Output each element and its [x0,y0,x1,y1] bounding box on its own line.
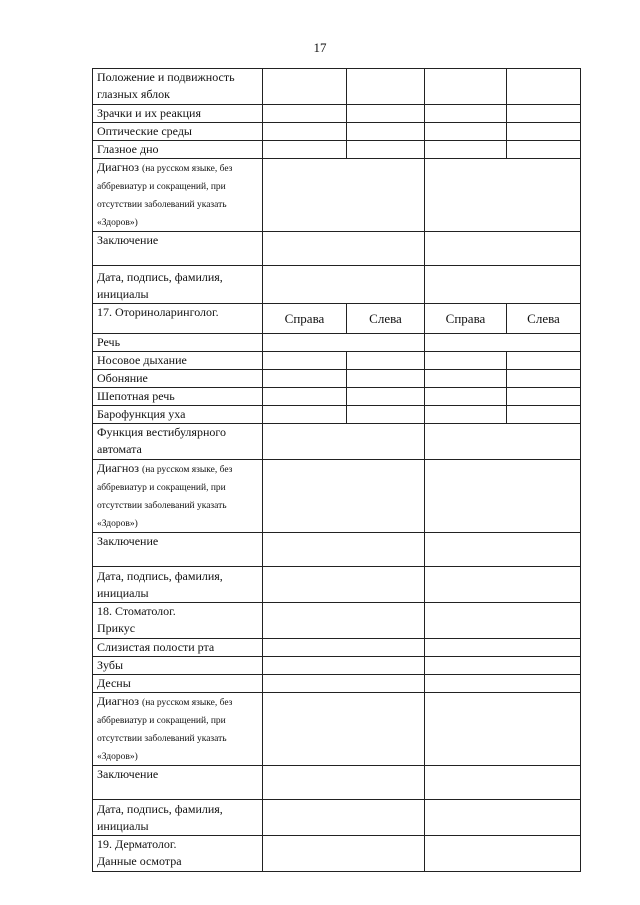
table-row [93,406,581,424]
page-number: 17 [313,40,327,55]
cell[interactable] [425,334,581,352]
cell[interactable] [263,406,347,424]
table-row [93,766,581,800]
cell[interactable] [507,123,581,141]
cell[interactable] [263,675,425,693]
cell-right-eye-1[interactable] [263,69,347,105]
row-label-bite: Прикус [97,621,136,635]
cell[interactable] [425,657,581,675]
row-label-diagnosis-dentist [93,693,263,766]
cell[interactable] [425,603,581,639]
signature-cell-left[interactable] [263,266,425,304]
cell[interactable] [347,141,425,159]
cell[interactable] [425,836,581,872]
diagnosis-cell-right[interactable] [425,693,581,766]
table-row [93,800,581,836]
cell[interactable] [425,123,507,141]
table-row [93,693,581,766]
row-label-eye-position: Положение и подвижность глазных яблок [93,69,263,105]
diagnosis-cell-right[interactable] [425,460,581,533]
cell[interactable] [263,603,425,639]
signature-cell-left[interactable] [263,567,425,603]
cell-left-eye-2[interactable] [507,69,581,105]
section-title-dermatologist [93,836,263,872]
header-right-1: Справа [263,304,347,334]
table-row [93,304,581,334]
row-label-examination-data: Данные осмотра [97,854,182,868]
row-label-signature: Дата, подпись, фамилия, инициалы [93,266,263,304]
row-label-whisper-speech: Шепотная речь [93,388,263,406]
section-title-ent: 17. Оториноларинголог. [93,304,263,334]
cell[interactable] [425,406,507,424]
diagnosis-label: Диагноз [97,160,140,174]
table-row [93,567,581,603]
row-label-optical-media: Оптические среды [93,123,263,141]
row-label-diagnosis [93,159,263,232]
cell[interactable] [263,123,347,141]
table-row [93,836,581,872]
cell[interactable] [263,424,425,460]
cell[interactable] [263,388,347,406]
conclusion-cell-left[interactable] [263,766,425,800]
table-row [93,123,581,141]
cell[interactable] [263,657,425,675]
table-row [93,232,581,266]
cell[interactable] [263,836,425,872]
cell[interactable] [263,334,425,352]
cell[interactable] [425,141,507,159]
table-row [93,266,581,304]
diagnosis-cell-left[interactable] [263,693,425,766]
table-row [93,370,581,388]
table-row [93,105,581,123]
cell[interactable] [263,141,347,159]
table-row [93,657,581,675]
header-left-1: Слева [347,304,425,334]
signature-cell-right[interactable] [425,567,581,603]
cell[interactable] [507,406,581,424]
row-label-signature-dentist: Дата, подпись, фамилия, инициалы [93,800,263,836]
cell[interactable] [425,675,581,693]
table-row [93,388,581,406]
header-right-2: Справа [425,304,507,334]
diagnosis-cell-right[interactable] [425,159,581,232]
cell[interactable] [347,388,425,406]
cell[interactable] [425,388,507,406]
row-label-oral-mucosa: Слизистая полости рта [93,639,263,657]
conclusion-cell-left[interactable] [263,533,425,567]
table-row [93,460,581,533]
row-label-teeth: Зубы [93,657,263,675]
diagnosis-note: (на русском языке, без аббревиатур и сокращений, при отсутствии заболеваний указать «Здоров») [97,465,233,529]
row-label-fundus: Глазное дно [93,141,263,159]
diagnosis-note: (на русском языке, без аббревиатур и сокращений, при отсутствии заболеваний указать «Здоров») [97,164,233,228]
cell[interactable] [347,406,425,424]
table-row [93,334,581,352]
cell[interactable] [507,388,581,406]
cell[interactable] [263,370,347,388]
cell[interactable] [507,105,581,123]
cell[interactable] [347,123,425,141]
cell-right-eye-2[interactable] [425,69,507,105]
signature-cell-right[interactable] [425,800,581,836]
conclusion-cell-left[interactable] [263,232,425,266]
row-label-vestibular: Функция вестибулярного автомата [93,424,263,460]
medical-exam-table [92,68,581,872]
table-row [93,141,581,159]
table-row [93,603,581,639]
conclusion-cell-right[interactable] [425,533,581,567]
dermatologist-title: 19. Дерматолог. [97,837,177,851]
signature-cell-right[interactable] [425,266,581,304]
conclusion-cell-right[interactable] [425,766,581,800]
table-row [93,159,581,232]
row-label-barofunction: Барофункция уха [93,406,263,424]
diagnosis-label: Диагноз [97,694,140,708]
cell[interactable] [263,639,425,657]
table-row [93,533,581,567]
cell[interactable] [507,370,581,388]
row-label-nasal-breathing: Носовое дыхание [93,352,263,370]
cell[interactable] [263,352,347,370]
row-label-signature-ent: Дата, подпись, фамилия, инициалы [93,567,263,603]
cell-left-eye-1[interactable] [347,69,425,105]
cell[interactable] [507,352,581,370]
cell[interactable] [507,141,581,159]
diagnosis-label: Диагноз [97,461,140,475]
diagnosis-note: (на русском языке, без аббревиатур и сокращений, при отсутствии заболеваний указать «Здоров») [97,698,233,762]
row-label-gums: Десны [93,675,263,693]
cell[interactable] [347,370,425,388]
cell[interactable] [425,370,507,388]
header-left-2: Слева [507,304,581,334]
diagnosis-cell-left[interactable] [263,159,425,232]
row-label-speech: Речь [93,334,263,352]
cell[interactable] [425,105,507,123]
dentist-title: 18. Стоматолог. [97,604,176,618]
conclusion-cell-right[interactable] [425,232,581,266]
cell[interactable] [425,352,507,370]
table-row [93,352,581,370]
section-title-dentist [93,603,263,639]
table-row [93,675,581,693]
table-row [93,424,581,460]
cell[interactable] [263,105,347,123]
cell[interactable] [425,424,581,460]
cell[interactable] [425,639,581,657]
row-label-smell: Обоняние [93,370,263,388]
table-row [93,639,581,657]
table-row [93,69,581,105]
row-label-conclusion: Заключение [93,232,263,266]
cell[interactable] [347,105,425,123]
row-label-diagnosis-ent [93,460,263,533]
row-label-conclusion-ent: Заключение [93,533,263,567]
cell[interactable] [347,352,425,370]
diagnosis-cell-left[interactable] [263,460,425,533]
row-label-conclusion-dentist: Заключение [93,766,263,800]
row-label-pupils: Зрачки и их реакция [93,105,263,123]
signature-cell-left[interactable] [263,800,425,836]
